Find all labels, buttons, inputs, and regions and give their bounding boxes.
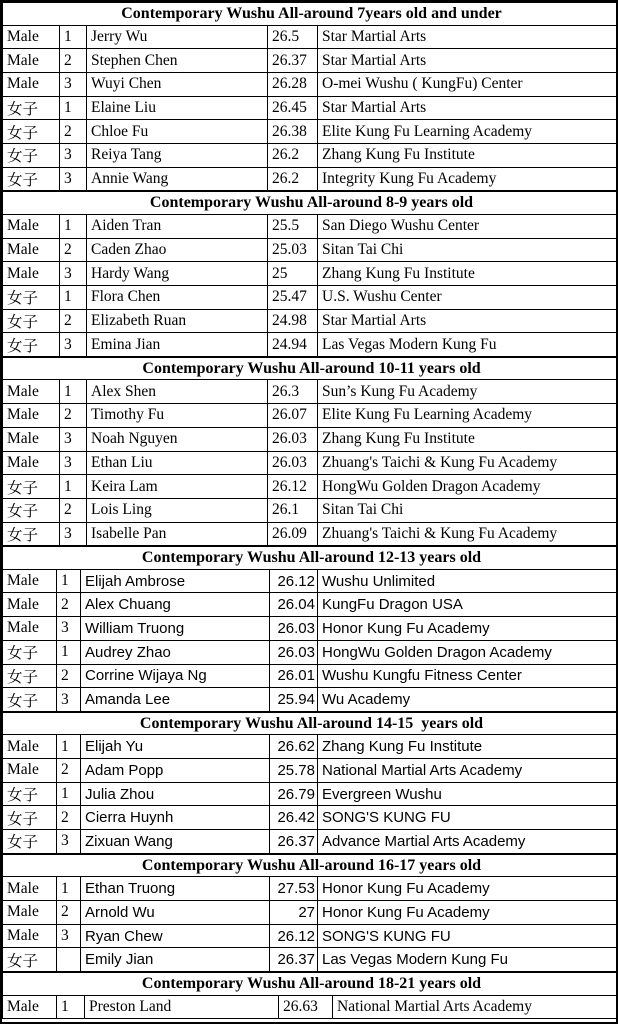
rank-cell: 3: [60, 451, 87, 475]
rank-cell: 3: [60, 72, 87, 96]
score-cell: 25.94: [270, 688, 318, 712]
rank-cell: 1: [60, 25, 87, 49]
organization-cell: Star Martial Arts: [318, 49, 618, 73]
score-cell: 25.47: [268, 285, 318, 309]
gender-cell: Male: [3, 759, 57, 783]
score-cell: 26.79: [270, 782, 318, 806]
score-cell: 26.38: [268, 120, 318, 144]
rank-cell: 3: [57, 617, 81, 641]
gender-cell: Male: [3, 569, 57, 593]
rank-cell: 1: [60, 214, 87, 238]
athlete-name-cell: Elijah Yu: [81, 735, 270, 759]
rank-cell: 2: [57, 664, 81, 688]
result-row: [3, 806, 618, 830]
organization-cell: National Martial Arts Academy: [318, 759, 618, 783]
gender-cell: 女子: [3, 96, 60, 120]
section-title: Contemporary Wushu All-around 16-17 years old: [3, 854, 618, 877]
athlete-name-cell: Jerry Wu: [87, 25, 268, 49]
organization-cell: National Martial Arts Academy: [333, 995, 618, 1019]
gender-cell: 女子: [3, 498, 60, 522]
score-cell: 26.42: [270, 806, 318, 830]
athlete-name-cell: Stephen Chen: [87, 49, 268, 73]
organization-cell: O-mei Wushu ( KungFu) Center: [318, 72, 618, 96]
gender-cell: Male: [3, 49, 60, 73]
athlete-name-cell: Elaine Liu: [87, 96, 268, 120]
rank-cell: 2: [60, 238, 87, 262]
rank-cell: 2: [60, 404, 87, 428]
organization-cell: Integrity Kung Fu Academy: [318, 167, 618, 191]
gender-cell: Male: [3, 25, 60, 49]
section-title: Contemporary Wushu All-around 8-9 years old: [3, 191, 618, 214]
rank-cell: 1: [57, 640, 81, 664]
score-cell: 26.37: [270, 830, 318, 854]
organization-cell: Las Vegas Modern Kung Fu: [318, 948, 618, 972]
athlete-name-cell: Adam Popp: [81, 759, 270, 783]
result-row: [3, 640, 618, 664]
result-row: [3, 522, 618, 546]
result-row: [3, 380, 618, 404]
rank-cell: 2: [57, 593, 81, 617]
rank-cell: 2: [57, 806, 81, 830]
section-table: [2, 356, 618, 546]
gender-cell: 女子: [3, 522, 60, 546]
rank-cell: 2: [57, 901, 81, 925]
score-cell: 26.03: [270, 640, 318, 664]
result-row: [3, 759, 618, 783]
athlete-name-cell: Alex Chuang: [81, 593, 270, 617]
result-row: [3, 664, 618, 688]
score-cell: 26.07: [268, 404, 318, 428]
rank-cell: 1: [60, 475, 87, 499]
athlete-name-cell: Ethan Liu: [87, 451, 268, 475]
gender-cell: 女子: [3, 120, 60, 144]
result-row: [3, 96, 618, 120]
result-row: [3, 617, 618, 641]
result-row: [3, 735, 618, 759]
rank-cell: 2: [60, 120, 87, 144]
organization-cell: Elite Kung Fu Learning Academy: [318, 404, 618, 428]
rank-cell: 3: [60, 427, 87, 451]
section-header-row: [3, 191, 618, 214]
athlete-name-cell: William Truong: [81, 617, 270, 641]
gender-cell: Male: [3, 451, 60, 475]
gender-cell: 女子: [3, 309, 60, 333]
rank-cell: 2: [60, 309, 87, 333]
athlete-name-cell: Emily Jian: [81, 948, 270, 972]
rank-cell: 3: [60, 143, 87, 167]
gender-cell: Male: [3, 404, 60, 428]
organization-cell: Honor Kung Fu Academy: [318, 617, 618, 641]
score-cell: 26.01: [270, 664, 318, 688]
athlete-name-cell: Alex Shen: [87, 380, 268, 404]
rank-cell: 3: [60, 167, 87, 191]
organization-cell: Zhang Kung Fu Institute: [318, 262, 618, 286]
organization-cell: KungFu Dragon USA: [318, 593, 618, 617]
organization-cell: Advance Martial Arts Academy: [318, 830, 618, 854]
section-table: [2, 711, 618, 854]
score-cell: 26.04: [270, 593, 318, 617]
athlete-name-cell: Zixuan Wang: [81, 830, 270, 854]
athlete-name-cell: Hardy Wang: [87, 262, 268, 286]
organization-cell: Las Vegas Modern Kung Fu: [318, 333, 618, 357]
result-row: [3, 72, 618, 96]
athlete-name-cell: Reiya Tang: [87, 143, 268, 167]
gender-cell: 女子: [3, 475, 60, 499]
athlete-name-cell: Noah Nguyen: [87, 427, 268, 451]
score-cell: 26.37: [270, 948, 318, 972]
result-row: [3, 285, 618, 309]
gender-cell: 女子: [3, 948, 57, 972]
result-row: [3, 901, 618, 925]
athlete-name-cell: Annie Wang: [87, 167, 268, 191]
gender-cell: Male: [3, 262, 60, 286]
result-row: [3, 25, 618, 49]
organization-cell: Honor Kung Fu Academy: [318, 877, 618, 901]
result-row: [3, 167, 618, 191]
section-header-row: [3, 712, 618, 735]
score-cell: 26.5: [268, 25, 318, 49]
organization-cell: Evergreen Wushu: [318, 782, 618, 806]
result-row: [3, 451, 618, 475]
organization-cell: Sitan Tai Chi: [318, 238, 618, 262]
organization-cell: Star Martial Arts: [318, 309, 618, 333]
result-row: [3, 214, 618, 238]
result-row: [3, 120, 618, 144]
result-row: [3, 49, 618, 73]
organization-cell: SONG'S KUNG FU: [318, 924, 618, 948]
rank-cell: 1: [60, 285, 87, 309]
rank-cell: 1: [60, 380, 87, 404]
gender-cell: Male: [3, 427, 60, 451]
organization-cell: Wu Academy: [318, 688, 618, 712]
organization-cell: Elite Kung Fu Learning Academy: [318, 120, 618, 144]
score-cell: 24.98: [268, 309, 318, 333]
organization-cell: Zhuang's Taichi & Kung Fu Academy: [318, 451, 618, 475]
result-row: [3, 830, 618, 854]
athlete-name-cell: Elijah Ambrose: [81, 569, 270, 593]
athlete-name-cell: Cierra Huynh: [81, 806, 270, 830]
rank-cell: 2: [57, 759, 81, 783]
athlete-name-cell: Corrine Wijaya Ng: [81, 664, 270, 688]
athlete-name-cell: Chloe Fu: [87, 120, 268, 144]
athlete-name-cell: Audrey Zhao: [81, 640, 270, 664]
score-cell: 26.63: [279, 995, 333, 1019]
result-row: [3, 782, 618, 806]
score-cell: 25.78: [270, 759, 318, 783]
result-row: [3, 262, 618, 286]
gender-cell: 女子: [3, 782, 57, 806]
gender-cell: 女子: [3, 640, 57, 664]
score-cell: 26.2: [268, 167, 318, 191]
gender-cell: 女子: [3, 664, 57, 688]
rank-cell: 3: [60, 333, 87, 357]
section-table: [2, 971, 618, 1019]
results-table-root: [2, 2, 616, 1019]
section-title: Contemporary Wushu All-around 7years old and under: [3, 3, 618, 26]
section-table: [2, 2, 618, 191]
score-cell: 27: [270, 901, 318, 925]
result-row: [3, 333, 618, 357]
score-cell: 26.62: [270, 735, 318, 759]
rank-cell: 1: [57, 782, 81, 806]
score-cell: 25.03: [268, 238, 318, 262]
section-title: Contemporary Wushu All-around 18-21 years old: [3, 972, 618, 995]
athlete-name-cell: Preston Land: [85, 995, 279, 1019]
section-header-row: [3, 546, 618, 569]
gender-cell: 女子: [3, 333, 60, 357]
gender-cell: 女子: [3, 285, 60, 309]
gender-cell: 女子: [3, 167, 60, 191]
score-cell: 26.12: [268, 475, 318, 499]
result-row: [3, 569, 618, 593]
rank-cell: 1: [57, 877, 81, 901]
organization-cell: Zhuang's Taichi & Kung Fu Academy: [318, 522, 618, 546]
result-row: [3, 948, 618, 972]
gender-cell: Male: [3, 617, 57, 641]
result-row: [3, 924, 618, 948]
athlete-name-cell: Elizabeth Ruan: [87, 309, 268, 333]
athlete-name-cell: Amanda Lee: [81, 688, 270, 712]
score-cell: 26.12: [270, 924, 318, 948]
organization-cell: Star Martial Arts: [318, 96, 618, 120]
gender-cell: Male: [3, 877, 57, 901]
athlete-name-cell: Isabelle Pan: [87, 522, 268, 546]
score-cell: 27.53: [270, 877, 318, 901]
section-title: Contemporary Wushu All-around 10-11 years old: [3, 357, 618, 380]
organization-cell: Zhang Kung Fu Institute: [318, 427, 618, 451]
score-cell: 26.28: [268, 72, 318, 96]
result-row: [3, 309, 618, 333]
result-row: [3, 688, 618, 712]
result-row: [3, 498, 618, 522]
score-cell: 25.5: [268, 214, 318, 238]
score-cell: 26.2: [268, 143, 318, 167]
score-cell: 26.37: [268, 49, 318, 73]
score-cell: 25: [268, 262, 318, 286]
athlete-name-cell: Keira Lam: [87, 475, 268, 499]
rank-cell: 1: [57, 735, 81, 759]
rank-cell: 1: [57, 569, 81, 593]
organization-cell: Star Martial Arts: [318, 25, 618, 49]
score-cell: 26.09: [268, 522, 318, 546]
rank-cell: 3: [57, 688, 81, 712]
athlete-name-cell: Aiden Tran: [87, 214, 268, 238]
result-row: [3, 593, 618, 617]
score-cell: 26.03: [268, 451, 318, 475]
score-cell: 26.45: [268, 96, 318, 120]
score-cell: 26.3: [268, 380, 318, 404]
score-cell: 26.03: [268, 427, 318, 451]
section-header-row: [3, 3, 618, 26]
organization-cell: SONG'S KUNG FU: [318, 806, 618, 830]
gender-cell: 女子: [3, 806, 57, 830]
organization-cell: Wushu Kungfu Fitness Center: [318, 664, 618, 688]
result-row: [3, 238, 618, 262]
score-cell: 24.94: [268, 333, 318, 357]
gender-cell: Male: [3, 995, 57, 1019]
gender-cell: Male: [3, 735, 57, 759]
score-cell: 26.1: [268, 498, 318, 522]
section-header-row: [3, 357, 618, 380]
organization-cell: Sun’s Kung Fu Academy: [318, 380, 618, 404]
athlete-name-cell: Julia Zhou: [81, 782, 270, 806]
rank-cell: 1: [60, 96, 87, 120]
gender-cell: Male: [3, 238, 60, 262]
athlete-name-cell: Caden Zhao: [87, 238, 268, 262]
rank-cell: 2: [60, 49, 87, 73]
score-cell: 26.03: [270, 617, 318, 641]
rank-cell: 3: [57, 830, 81, 854]
athlete-name-cell: Timothy Fu: [87, 404, 268, 428]
organization-cell: HongWu Golden Dragon Academy: [318, 640, 618, 664]
section-table: [2, 545, 618, 712]
organization-cell: Sitan Tai Chi: [318, 498, 618, 522]
section-title: Contemporary Wushu All-around 14-15 years old: [3, 712, 618, 735]
organization-cell: Honor Kung Fu Academy: [318, 901, 618, 925]
gender-cell: Male: [3, 924, 57, 948]
result-row: [3, 143, 618, 167]
gender-cell: 女子: [3, 143, 60, 167]
athlete-name-cell: Arnold Wu: [81, 901, 270, 925]
gender-cell: Male: [3, 901, 57, 925]
result-row: [3, 995, 618, 1019]
result-row: [3, 427, 618, 451]
athlete-name-cell: Emina Jian: [87, 333, 268, 357]
rank-cell: 3: [60, 262, 87, 286]
result-row: [3, 404, 618, 428]
gender-cell: Male: [3, 380, 60, 404]
gender-cell: Male: [3, 593, 57, 617]
gender-cell: Male: [3, 72, 60, 96]
section-title: Contemporary Wushu All-around 12-13 years old: [3, 546, 618, 569]
rank-cell: 3: [60, 522, 87, 546]
rank-cell: 2: [60, 498, 87, 522]
section-table: [2, 190, 618, 357]
result-row: [3, 877, 618, 901]
score-cell: 26.12: [270, 569, 318, 593]
organization-cell: Zhang Kung Fu Institute: [318, 143, 618, 167]
section-header-row: [3, 972, 618, 995]
athlete-name-cell: Ryan Chew: [81, 924, 270, 948]
section-header-row: [3, 854, 618, 877]
athlete-name-cell: Lois Ling: [87, 498, 268, 522]
organization-cell: U.S. Wushu Center: [318, 285, 618, 309]
gender-cell: Male: [3, 214, 60, 238]
rank-cell: [57, 948, 81, 972]
gender-cell: 女子: [3, 830, 57, 854]
athlete-name-cell: Ethan Truong: [81, 877, 270, 901]
organization-cell: Zhang Kung Fu Institute: [318, 735, 618, 759]
gender-cell: 女子: [3, 688, 57, 712]
rank-cell: 3: [57, 924, 81, 948]
section-table: [2, 853, 618, 972]
athlete-name-cell: Wuyi Chen: [87, 72, 268, 96]
athlete-name-cell: Flora Chen: [87, 285, 268, 309]
result-row: [3, 475, 618, 499]
organization-cell: San Diego Wushu Center: [318, 214, 618, 238]
organization-cell: Wushu Unlimited: [318, 569, 618, 593]
organization-cell: HongWu Golden Dragon Academy: [318, 475, 618, 499]
rank-cell: 1: [57, 995, 85, 1019]
